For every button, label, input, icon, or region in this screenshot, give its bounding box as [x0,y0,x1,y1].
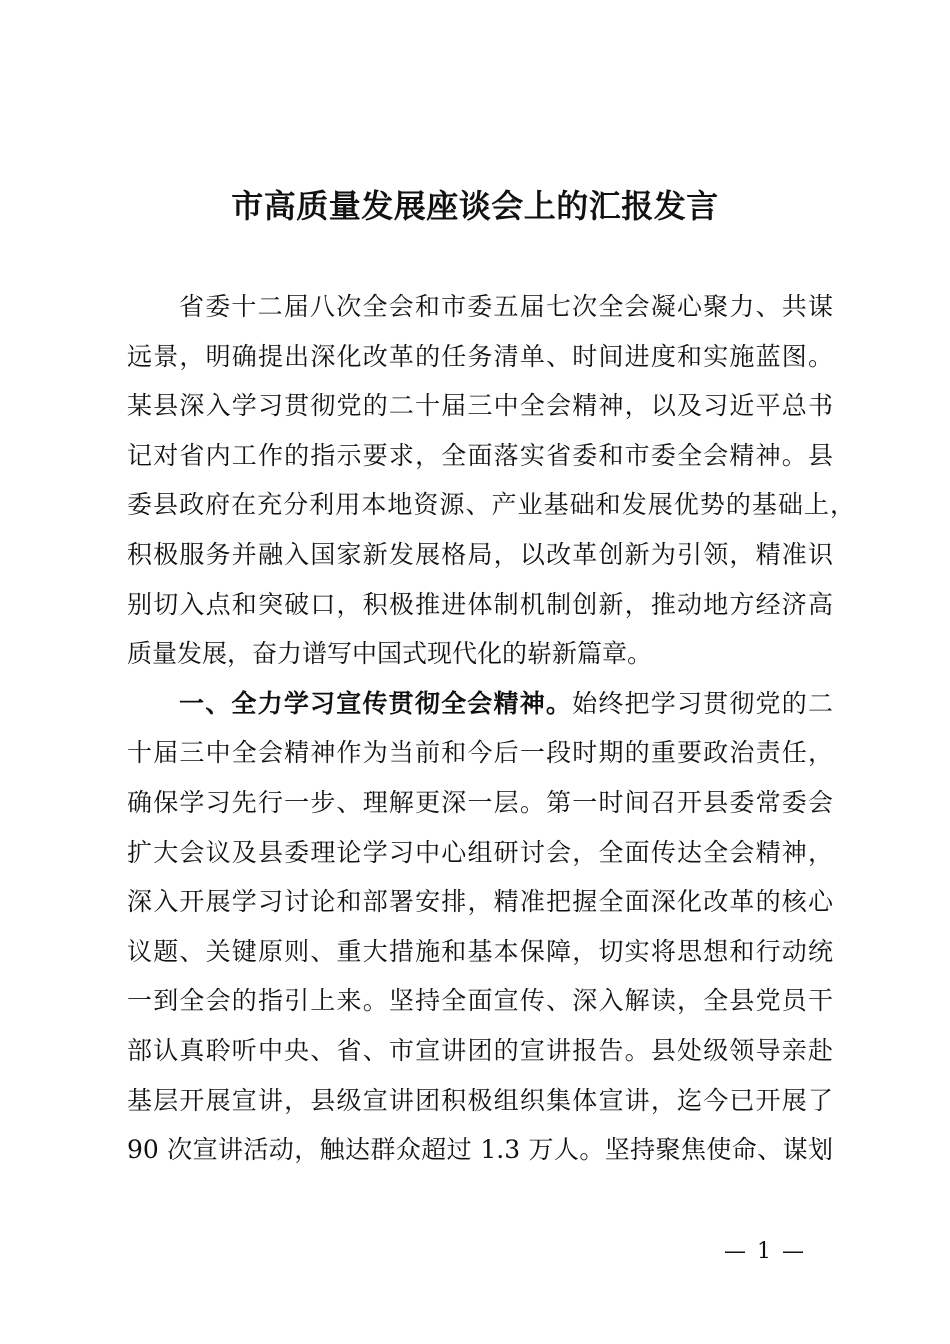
section-1-heading: 一、全力学习宣传贯彻全会精神。 [179,688,573,718]
paragraph-line: 远景，明确提出深化改革的任务清单、时间进度和实施蓝图。 [127,341,833,371]
paragraph-line: 十届三中全会精神作为当前和今后一段时期的重要政治责任， [127,738,833,768]
paragraph-line: 90 次宣讲活动，触达群众超过 1.3 万人。坚持聚焦使命、谋划 [127,1135,833,1165]
paragraph-line: 部认真聆听中央、省、市宣讲团的宣讲报告。县处级领导亲赴 [127,1035,833,1065]
section-1 [127,679,833,1175]
document-title: 市高质量发展座谈会上的汇报发言 [231,187,719,225]
paragraph-line: 基层开展宣讲，县级宣讲团积极组织集体宣讲，迄今已开展了 [127,1085,833,1115]
paragraph-intro [127,282,855,679]
page-number: — 1 — [724,1239,806,1264]
paragraph-line: 一到全会的指引上来。坚持全面宣传、深入解读，全县党员干 [127,986,833,1016]
section-1-first-line [127,679,833,729]
paragraph-line: 质量发展，奋力谱写中国式现代化的崭新篇章。 [127,639,653,669]
paragraph-line: 别切入点和突破口，积极推进体制机制创新，推动地方经济高 [127,589,833,619]
paragraph-line: 某县深入学习贯彻党的二十届三中全会精神，以及习近平总书 [127,391,833,421]
paragraph-line: 议题、关键原则、重大措施和基本保障，切实将思想和行动统 [127,936,833,966]
section-1-first-line-text: 始终把学习贯彻党的二 [572,688,833,718]
document-body [127,282,855,1175]
paragraph-line: 积极服务并融入国家新发展格局，以改革创新为引领，精准识 [127,539,833,569]
paragraph-line: 委县政府在充分利用本地资源、产业基础和发展优势的基础上， [127,490,855,520]
paragraph-line: 扩大会议及县委理论学习中心组研讨会，全面传达全会精神， [127,837,833,867]
paragraph-line: 深入开展学习讨论和部署安排，精准把握全面深化改革的核心 [127,887,833,917]
paragraph-line: 记对省内工作的指示要求，全面落实省委和市委全会精神。县 [127,440,833,470]
paragraph-line: 省委十二届八次全会和市委五届七次全会凝心聚力、共谋 [179,292,833,321]
paragraph-line: 确保学习先行一步、理解更深一层。第一时间召开县委常委会 [127,787,833,817]
